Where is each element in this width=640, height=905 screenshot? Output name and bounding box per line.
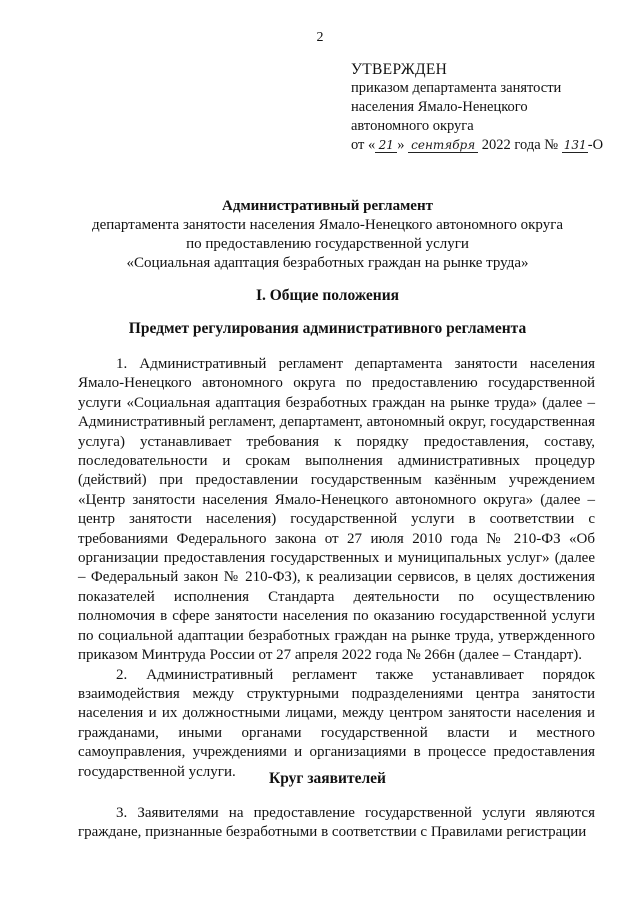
year-text: 2022 года № — [481, 137, 559, 153]
handwritten-day: 21 — [375, 138, 397, 153]
date-prefix: от « — [351, 137, 376, 153]
body-text — [78, 355, 595, 782]
body-text — [78, 804, 595, 843]
paragraph: 2. Административный регламент также устанавливает порядок взаимодействия между структурными подразделениями центра занятости населения и их должностными лицами, между центром занятости населения и гражданами, иными органами государственной власти и местного самоуправления, учреждениями и организациями в процессе предоставления государственной услуги. — [78, 666, 595, 780]
paragraph: 3. Заявителями на предоставление государственной услуги являются граждане, признанные безработными в соответствии с Правилами регистрации — [78, 805, 595, 841]
approval-heading: УТВЕРЖДЕН — [351, 61, 448, 78]
paragraph: 1. Административный регламент департамента занятости населения Ямало-Ненецкого автономного округа по предоставлению государственной услуги «Социальная адаптация безработных граждан на рынке труда» (далее – Административный регламент, департамент, автономный округ, государственная услуга) устанавливает требования к порядку предоставления, составу, последовательности и срокам выполнения административных процедур (действий) при предоставлении государственным казённым учреждением «Центр занятости населения Ямало-Ненецкого автономного округа» (далее – центр занятости населения) государственной услуги в соответствии с требованиями Федерального закона от 27 июля 2010 года № 210-ФЗ «Об организации предоставления государственных и муниципальных услуг» (далее – Федеральный закон № 210-ФЗ), к реализации сервисов, в целях достижения показателей исполнения Стандарта деятельности по осуществлению полномочия в сфере занятости населения по оказанию государственной услуги по социальной адаптации безработных граждан на рынке труда, утвержденного приказом Минтруда России от 27 апреля 2022 года № 266н (далее – Стандарт). — [78, 356, 595, 664]
approval-line: населения Ямало-Ненецкого — [351, 99, 528, 115]
document-subtitle-line: департамента занятости населения Ямало-Ненецкого автономного округа — [91, 217, 564, 233]
document-subtitle-line: по предоставлению государственной услуги — [186, 236, 469, 252]
approval-date-line — [351, 136, 621, 155]
subsection-heading: Предмет регулирования административного регламента — [128, 320, 527, 337]
handwritten-order-number: 131 — [563, 138, 587, 152]
date-mid: » — [397, 137, 405, 153]
handwritten-month: сентября — [408, 138, 478, 153]
document-subtitle-line: «Социальная адаптация безработных граждан на рынке труда» — [126, 255, 529, 271]
page-number: 2 — [316, 30, 324, 45]
document-title: Административный регламент — [222, 198, 433, 214]
approval-block — [351, 60, 621, 155]
order-number-suffix: -О — [587, 137, 604, 153]
section-heading: I. Общие положения — [255, 287, 400, 304]
approval-line: приказом департамента занятости — [351, 80, 562, 96]
approval-line: автономного округа — [351, 118, 474, 134]
subsection-heading: Круг заявителей — [269, 770, 386, 787]
